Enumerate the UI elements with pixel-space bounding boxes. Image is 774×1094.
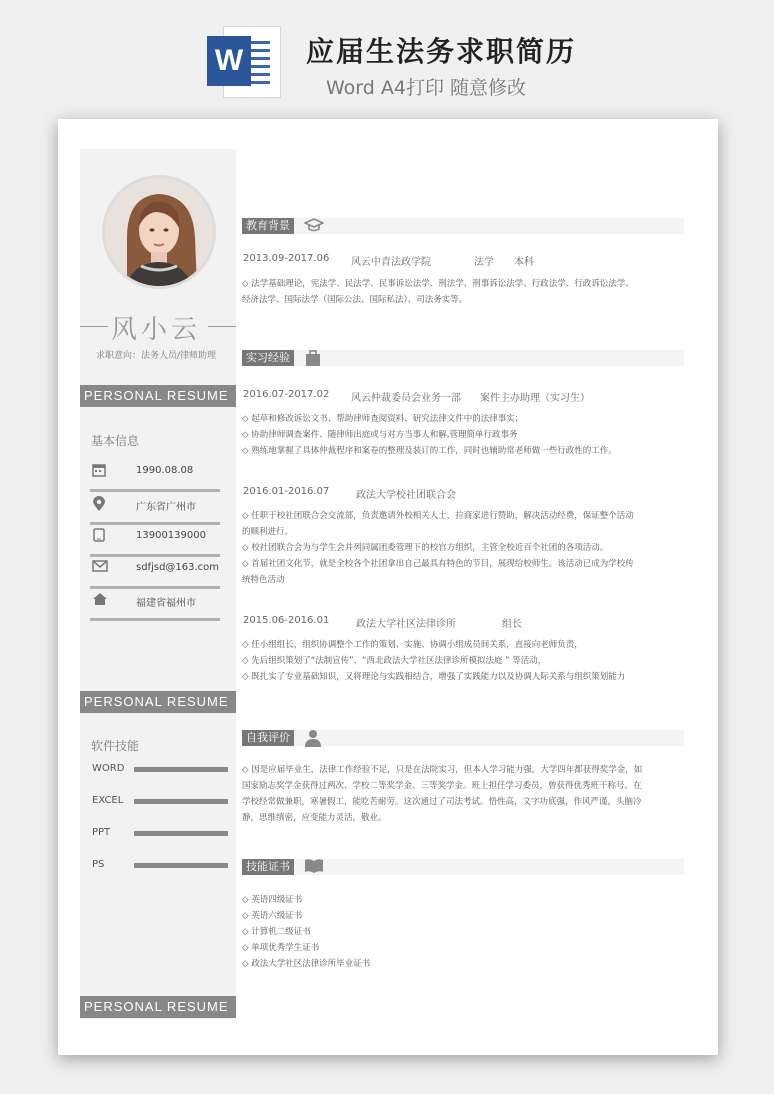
cert-item: ◇ 政法大学社区法律诊所毕业证书 xyxy=(242,959,371,969)
skill-bar xyxy=(134,767,228,772)
self-eval-line: 学校经常做兼职，寒暑假工，能吃苦耐劳。这次通过了司法考试。悟性高，文字功底强，作风严谨，头脑冷 xyxy=(242,797,642,807)
personal-resume-banner: PERSONAL RESUME xyxy=(80,385,236,407)
job-role: 组长 xyxy=(502,619,522,630)
edu-period: 2013.09-2017.06 xyxy=(243,253,330,264)
self-eval-line: ◇ 因是应届毕业生，法律工作经验不足，只是在法院实习，但本人学习能力强，大学四年都获得奖学金，如 xyxy=(242,765,643,775)
self-eval-line: 静，思维缜密，应变能力灵活，敬业。 xyxy=(242,813,387,823)
job-org: 政法大学校社团联合会 xyxy=(356,490,456,501)
edu-school: 风云中青法政学院 xyxy=(351,257,431,268)
cert-item: ◇ 计算机二级证书 xyxy=(242,927,311,937)
phone-value: 13900139000 xyxy=(136,530,206,541)
job-role: 案件主办助理（实习生） xyxy=(480,393,590,404)
cert-item: ◇ 英语四级证书 xyxy=(242,895,303,905)
cert-item: ◇ 单项优秀学生证书 xyxy=(242,943,320,953)
job-line: ◇ 首届社团文化节，就是全校各个社团拿出自己最具有特色的节目，展现给校师生。该活动已成为学校传 xyxy=(242,559,634,569)
job-line: ◇ 既扎实了专业基础知识，又将理论与实践相结合，增强了实践能力以及协调人际关系与组织策划能力 xyxy=(242,672,626,682)
skills-title: 软件技能 xyxy=(91,739,140,753)
location-icon xyxy=(92,496,106,510)
skill-bar xyxy=(134,863,228,868)
skill-name: EXCEL xyxy=(92,795,124,806)
job-org: 政法大学社区法律诊所 xyxy=(356,619,456,630)
candidate-name: 风小云 xyxy=(110,315,201,345)
job-line: 统特色活动 xyxy=(242,575,285,585)
skill-name: PPT xyxy=(92,827,111,838)
certs-section-header xyxy=(242,859,684,875)
name-divider-right xyxy=(208,326,236,327)
resume-paper xyxy=(58,119,718,1055)
education-title: 教育背景 xyxy=(242,218,294,234)
job-line: ◇ 任职于校社团联合会交流部，负责邀请外校相关人士，拉商家进行赞助，解决活动经费，保证整个活动 xyxy=(242,511,634,521)
page-header xyxy=(0,0,774,118)
self-eval-title: 自我评价 xyxy=(242,730,294,746)
certs-title: 技能证书 xyxy=(242,859,294,875)
info-location xyxy=(90,496,220,525)
hometown-value: 福建省福州市 xyxy=(136,598,196,609)
home-icon xyxy=(92,592,106,606)
cert-item: ◇ 英语六级证书 xyxy=(242,911,303,921)
skill-name: WORD xyxy=(92,763,125,774)
job-period: 2016.01-2016.07 xyxy=(243,486,330,497)
info-phone xyxy=(90,528,220,557)
info-email xyxy=(90,560,220,589)
page-title: 应届生法务求职简历 xyxy=(306,35,577,68)
personal-resume-banner: PERSONAL RESUME xyxy=(80,691,236,713)
graduation-cap-icon xyxy=(304,217,322,235)
birthday-value: 1990.08.08 xyxy=(136,465,194,476)
skill-name: PS xyxy=(92,859,105,870)
word-icon xyxy=(207,26,279,96)
briefcase-icon xyxy=(304,349,322,367)
skill-bar xyxy=(134,831,228,836)
job-line: ◇ 校社团联合会为与学生会并列同属团委管理下的校官方组织，主管全校近百个社团的各项活动。 xyxy=(242,543,609,553)
job-line: ◇ 熟练地掌握了具体仲裁程序和案卷的整理及装订的工作，同时也辅助常老师做一些行政性的工作。 xyxy=(242,446,617,456)
word-letter: W xyxy=(207,36,251,86)
self-eval-line: 国家励志奖学金获得过两次、学校二等奖学金、三等奖学金。班上担任学习委员，曾获得优秀班干称号。在 xyxy=(242,781,642,791)
skill-bar xyxy=(134,799,228,804)
email-value: sdfjsd@163.com xyxy=(136,562,220,573)
person-icon xyxy=(304,729,322,747)
edu-degree: 本科 xyxy=(514,257,534,268)
calendar-icon xyxy=(92,463,106,477)
book-icon xyxy=(304,858,322,876)
info-birthday xyxy=(90,463,220,492)
location-value: 广东省广州市 xyxy=(136,502,196,513)
edu-major: 法学 xyxy=(474,257,494,268)
education-section-header xyxy=(242,218,684,234)
edu-desc: ◇ 法学基础理论，宪法学、民法学、民事诉讼法学、刑法学、刑事诉讼法学、行政法学、行政诉讼法学、 xyxy=(242,279,634,289)
job-period: 2015.06-2016.01 xyxy=(243,615,330,626)
job-org: 风云仲裁委员会业务一部 xyxy=(351,393,461,404)
job-line: 的顺利进行。 xyxy=(242,527,294,537)
job-line: ◇ 任小组组长，组织协调整个工作的策划、实施、协调小组成员间关系，直接向老师负责， xyxy=(242,640,583,650)
job-intent: 求职意向：法务人员/律师助理 xyxy=(95,351,217,361)
phone-icon xyxy=(92,528,106,542)
job-line: ◇ 协助律师调查案件、随律师出庭或与对方当事人和解,管理简单行政事务 xyxy=(242,430,518,440)
edu-desc: 经济法学、国际法学（国际公法、国际私法）、司法务实等。 xyxy=(242,295,468,305)
internship-title: 实习经验 xyxy=(242,350,294,366)
avatar xyxy=(102,175,216,289)
job-period: 2016.07-2017.02 xyxy=(243,389,330,400)
internship-section-header xyxy=(242,350,684,366)
page-subtitle: Word A4打印 随意修改 xyxy=(326,77,527,99)
job-line: ◇ 起草和修改诉讼文书、帮助律师查阅资料、研究法律文件中的法律事实； xyxy=(242,414,524,424)
info-hometown xyxy=(90,592,220,621)
job-line: ◇ 先后组织策划了“法制宣传”、“西北政法大学社区法律诊所模拟法庭 ” 等活动， xyxy=(242,656,547,666)
basic-info-title: 基本信息 xyxy=(91,434,140,448)
mail-icon xyxy=(92,560,106,574)
self-eval-section-header xyxy=(242,730,684,746)
personal-resume-banner: PERSONAL RESUME xyxy=(80,996,236,1018)
